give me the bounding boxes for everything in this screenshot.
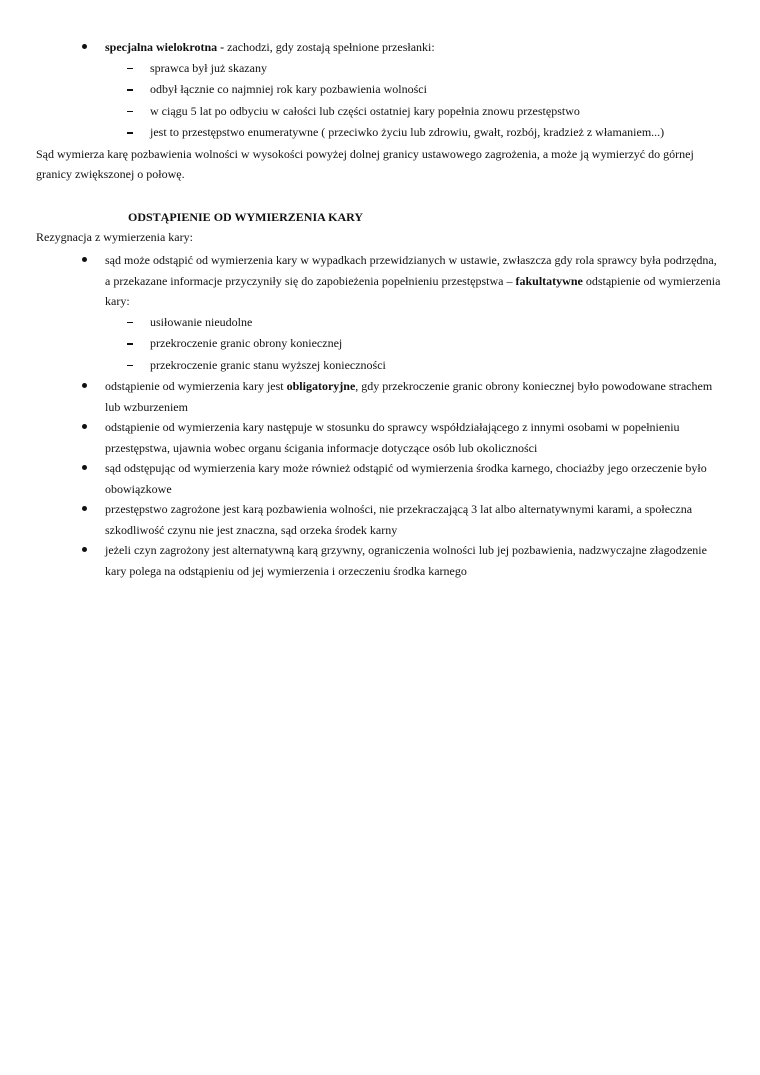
bullet-icon	[82, 44, 87, 49]
dash-item-text: w ciągu 5 lat po odbyciu w całości lub części ostatniej kary popełnia znowu przestępstwo	[150, 103, 580, 118]
dash-item	[0, 355, 760, 377]
dash-item	[0, 58, 760, 80]
list-item-text: sąd odstępując od wymierzenia kary może również odstąpić od wymierzenia środka karnego, chociażby jego orzeczenie było obowiązkowe	[105, 461, 707, 496]
list-item-text: , gdy przekroczenie granic obrony koniecznej było powodowane strachem lub wzburzeniem	[105, 379, 713, 414]
list-item-text: jeżeli czyn zagrożony jest alternatywną karą grzywny, ograniczenia wolności lub jej pozbawienia, nadzwyczajne złagodzenie kary polega na odstąpieniu od jej wymierzenia i orzeczeniu środka karnego	[105, 543, 707, 578]
dash-item	[0, 101, 760, 123]
dash-icon	[127, 365, 133, 367]
bullet-icon	[82, 506, 87, 511]
dash-item	[0, 122, 760, 144]
bullet-icon	[82, 465, 87, 470]
list-item-text: sąd może odstąpić od wymierzenia kary w wypadkach przewidzianych w ustawie, zwłaszcza gdy rola sprawcy była podrzędna, a przekazane informacje przyczyniły się do zapobieżenia popełnieniu przestępstwa –	[105, 253, 717, 288]
dash-item-text: sprawca był już skazany	[150, 60, 267, 75]
section-heading: ODSTĄPIENIE OD WYMIERZENIA KARY	[128, 209, 364, 224]
paragraph: Sąd wymierza karę pozbawienia wolności w wysokości powyżej dolnej granicy ustawowego zagrożenia, a może ją wymierzyć do górnej granicy zwiększonej o połowę.	[36, 146, 694, 181]
dash-item	[0, 333, 760, 355]
dash-icon	[127, 322, 133, 324]
dash-item-text: usiłowanie nieudolne	[150, 314, 253, 329]
list-item-text: przestępstwo zagrożone jest karą pozbawienia wolności, nie przekraczającą 3 lat albo alternatywnymi karami, a społeczna szkodliwość czynu nie jest znaczna, sąd orzeka środek karny	[105, 502, 693, 537]
list-item-text: odstąpienie od wymierzenia kary jest	[105, 379, 287, 393]
dash-item-text: przekroczenie granic stanu wyższej konieczności	[150, 357, 386, 372]
list-item	[0, 250, 760, 312]
dash-item	[0, 79, 760, 101]
dash-icon	[127, 89, 133, 91]
dash-item	[0, 312, 760, 334]
intro-text: Rezygnacja z wymierzenia kary:	[36, 229, 193, 244]
bullet-icon	[82, 424, 87, 429]
dash-icon	[127, 68, 133, 70]
bold-term: fakultatywne	[515, 273, 583, 288]
dash-icon	[127, 132, 133, 134]
list-item	[0, 376, 760, 417]
list-item	[0, 540, 760, 581]
dash-item-text: odbył łącznie co najmniej rok kary pozbawienia wolności	[150, 82, 427, 96]
bullet-icon	[82, 547, 87, 552]
list-item-text: odstąpienie od wymierzenia kary:	[105, 273, 721, 308]
dash-item-text: jest to przestępstwo enumeratywne ( przeciwko życiu lub zdrowiu, gwałt, rozbój, kradzież z włamaniem...)	[150, 125, 665, 139]
list-item	[0, 417, 760, 458]
bold-term: specjalna wielokrotna -	[105, 40, 225, 54]
list-item	[0, 37, 760, 58]
list-item	[0, 499, 760, 540]
bullet-icon	[82, 383, 87, 388]
list-item	[0, 458, 760, 499]
bold-term: obligatoryjne	[286, 379, 356, 393]
dash-icon	[127, 111, 133, 113]
list-item-text: odstąpienie od wymierzenia kary następuje w stosunku do sprawcy współdziałającego z innymi osobami w popełnieniu przestępstwa, ujawnia wobec organu ścigania informacje dotyczące osób lub okoliczności	[105, 420, 680, 455]
dash-icon	[127, 343, 133, 345]
bullet-icon	[82, 257, 87, 262]
list-item-text: zachodzi, gdy zostają spełnione przesłanki:	[224, 40, 435, 54]
dash-item-text: przekroczenie granic obrony koniecznej	[150, 336, 343, 350]
